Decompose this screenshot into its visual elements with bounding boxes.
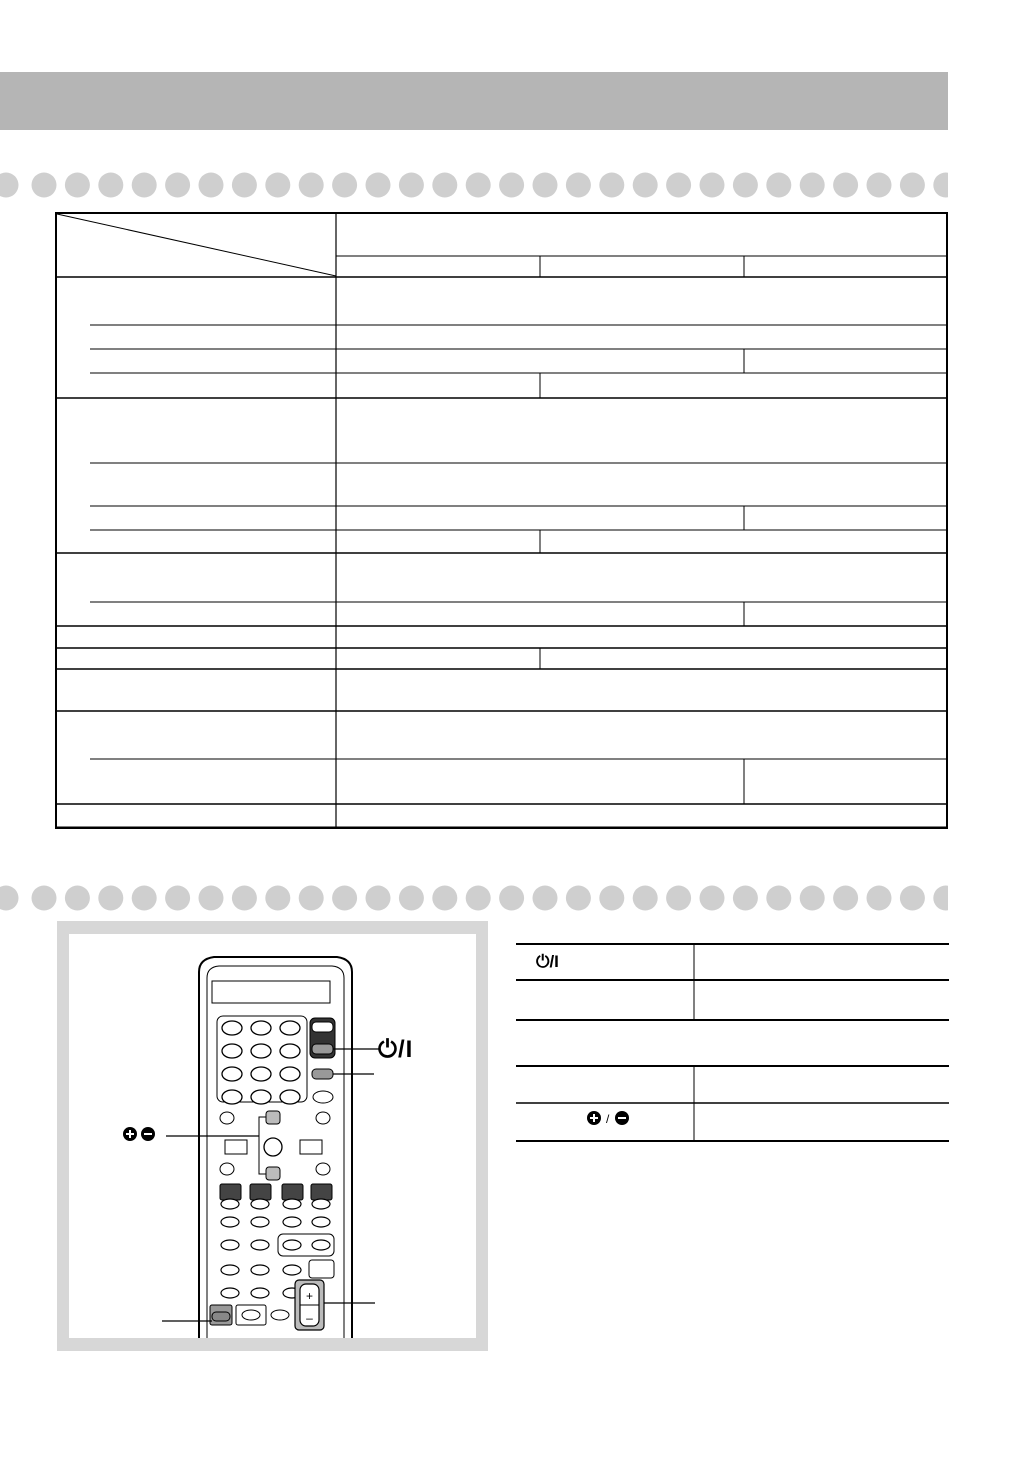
divider-dot: [633, 886, 658, 911]
divider-dot: [533, 173, 558, 198]
divider-dot: [867, 886, 892, 911]
divider-dot: [533, 886, 558, 911]
dotted-divider: [0, 884, 948, 912]
divider-dot: [733, 173, 758, 198]
power-button: [312, 1044, 333, 1054]
divider-dot: [399, 886, 424, 911]
divider-dot: [633, 173, 658, 198]
divider-dot: [833, 886, 858, 911]
divider-dot: [232, 886, 257, 911]
divider-dot: [833, 173, 858, 198]
divider-dot: [65, 173, 90, 198]
divider-dot: [332, 173, 357, 198]
divider-dot: [566, 886, 591, 911]
divider-dot: [933, 173, 948, 198]
divider-dot: [98, 886, 123, 911]
svg-text:/: /: [606, 1112, 610, 1126]
divider-dot: [432, 886, 457, 911]
divider-dot: [766, 173, 791, 198]
divider-dot: [666, 173, 691, 198]
svg-text:+: +: [305, 1289, 314, 1303]
divider-dot: [867, 173, 892, 198]
divider-dot: [65, 886, 90, 911]
divider-dot: [332, 886, 357, 911]
divider-dot: [900, 886, 925, 911]
divider-dot: [666, 886, 691, 911]
table-power-label: ⏻/I: [536, 952, 559, 971]
divider-dot: [800, 173, 825, 198]
divider-dot: [0, 173, 19, 198]
divider-dot: [0, 886, 19, 911]
divider-dot: [700, 173, 725, 198]
divider-dot: [232, 173, 257, 198]
divider-dot: [299, 886, 324, 911]
divider-dot: [499, 886, 524, 911]
table-plus-minus-icons: [586, 1110, 636, 1126]
divider-dot: [432, 173, 457, 198]
plus-button: [266, 1111, 280, 1124]
divider-dot: [599, 886, 624, 911]
divider-dot: [165, 173, 190, 198]
divider-dot: [199, 173, 224, 198]
power-callout-label: ⏻/I: [378, 1036, 414, 1063]
display-button: [312, 1069, 333, 1079]
sleep-button: [212, 1312, 230, 1321]
button-function-table: [516, 942, 949, 1144]
divider-dot: [700, 886, 725, 911]
divider-dot: [366, 886, 391, 911]
divider-dot: [466, 173, 491, 198]
divider-dot: [466, 886, 491, 911]
divider-dot: [499, 173, 524, 198]
divider-dot: [199, 886, 224, 911]
divider-dot: [98, 173, 123, 198]
svg-text:–: –: [306, 1311, 313, 1325]
divider-dot: [900, 173, 925, 198]
divider-dot: [733, 886, 758, 911]
minus-button: [266, 1167, 280, 1180]
plus-minus-callout: [122, 1126, 158, 1146]
section-header-bar: [0, 72, 948, 130]
divider-dot: [165, 886, 190, 911]
divider-dot: [132, 173, 157, 198]
dotted-divider: [0, 171, 948, 199]
divider-dot: [132, 886, 157, 911]
divider-dot: [366, 173, 391, 198]
divider-dot: [566, 173, 591, 198]
divider-dot: [299, 173, 324, 198]
divider-dot: [933, 886, 948, 911]
divider-dot: [32, 886, 57, 911]
divider-dot: [599, 173, 624, 198]
divider-dot: [766, 886, 791, 911]
divider-dot: [265, 173, 290, 198]
divider-dot: [399, 173, 424, 198]
divider-dot: [32, 173, 57, 198]
divider-dot: [800, 886, 825, 911]
specifications-table: [55, 212, 948, 829]
divider-dot: [265, 886, 290, 911]
